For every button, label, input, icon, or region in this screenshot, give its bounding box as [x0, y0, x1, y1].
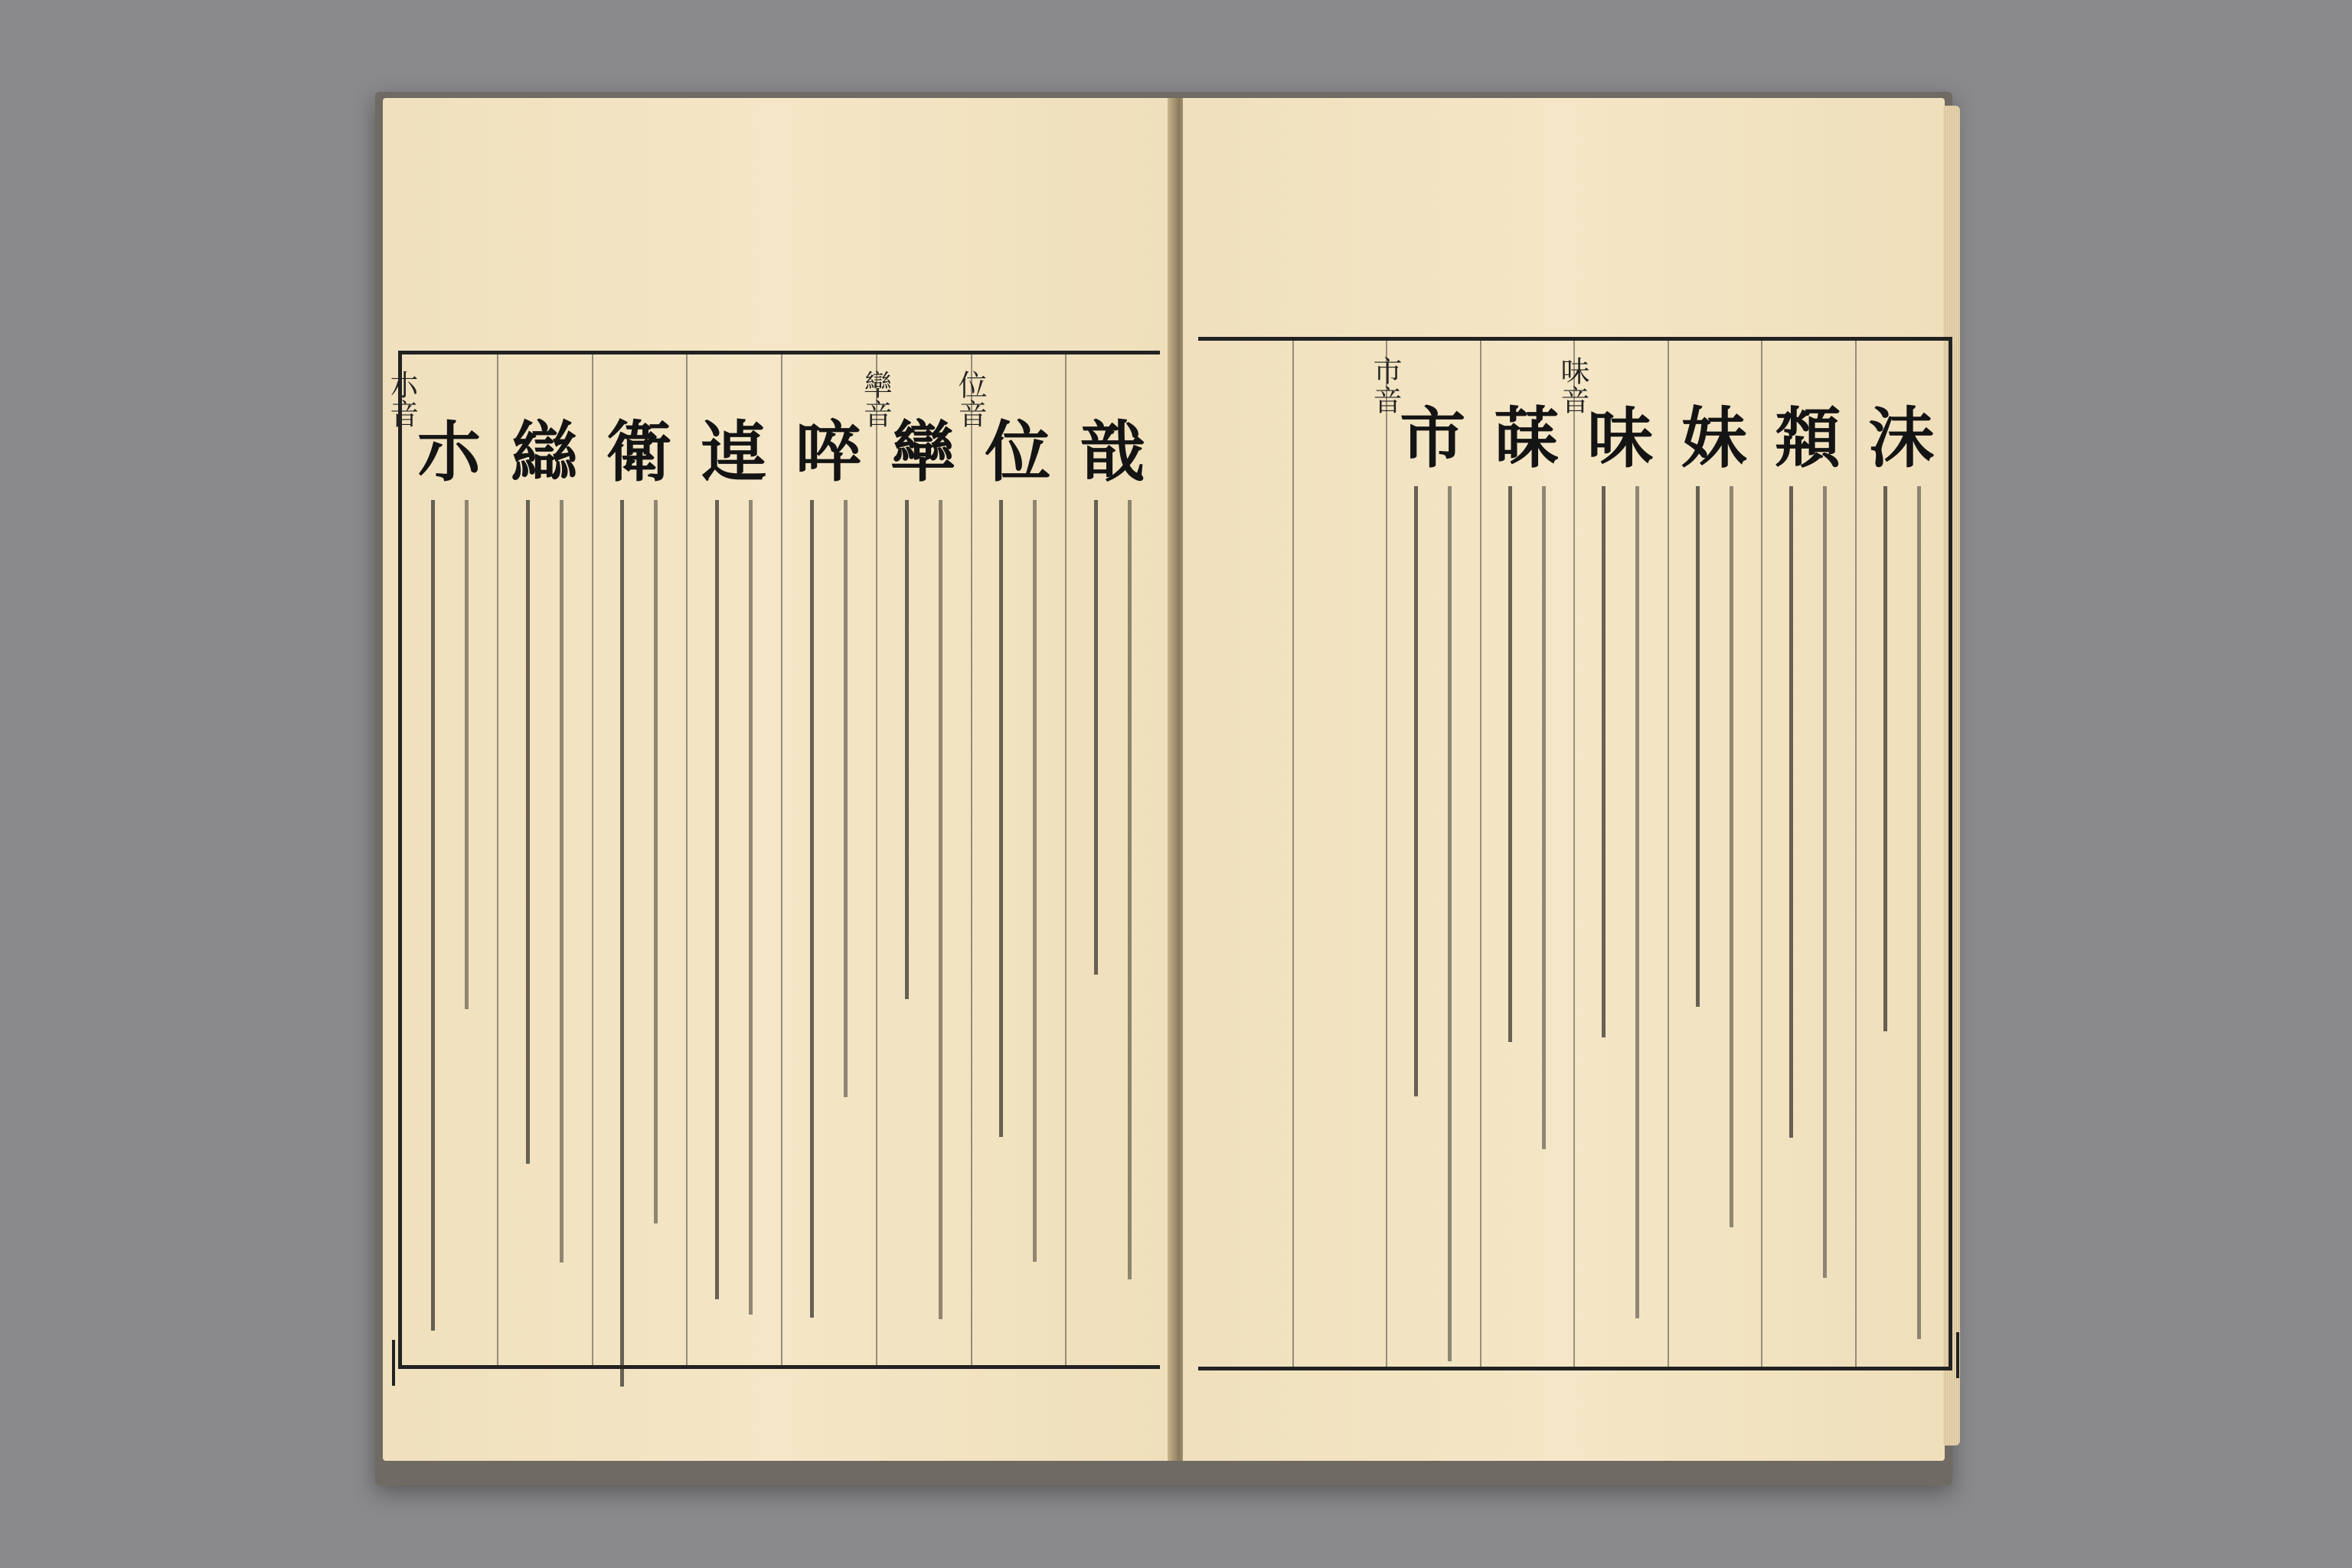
- column-rule: [1573, 341, 1575, 1367]
- left-foot-mark: [392, 1340, 395, 1386]
- column-rule: [1668, 341, 1669, 1367]
- commentary-text-column: [1508, 486, 1512, 1042]
- dictionary-entry: [1676, 341, 1753, 1367]
- headword: 妹: [1681, 400, 1747, 477]
- headword: 啐: [795, 413, 861, 491]
- commentary-text-column: [715, 500, 719, 1299]
- column-rule: [1480, 341, 1481, 1367]
- dictionary-entry: [600, 354, 677, 1365]
- column-rule: [686, 354, 688, 1365]
- headword: 卛: [890, 413, 956, 491]
- dictionary-entry: [384, 354, 488, 1365]
- commentary-text-column: [1128, 500, 1132, 1279]
- pronunciation-label: 朩音: [384, 370, 419, 428]
- headword: 味: [1587, 400, 1654, 477]
- pronunciation-label: 味音: [1556, 356, 1590, 414]
- dictionary-entry: [1488, 341, 1565, 1367]
- headword: 菋: [1493, 400, 1560, 477]
- column-rule: [1761, 341, 1762, 1367]
- headword: 位: [985, 413, 1051, 491]
- commentary-text-column: [431, 500, 435, 1331]
- dictionary-entry: [1556, 341, 1658, 1367]
- commentary-text-column: [1033, 500, 1037, 1262]
- commentary-text-column: [905, 500, 909, 999]
- dictionary-entry: [695, 354, 772, 1365]
- dictionary-entry: [1368, 341, 1471, 1367]
- dictionary-entry: [1074, 354, 1151, 1365]
- dictionary-entry: [1864, 341, 1940, 1367]
- right-foot-mark: [1956, 1332, 1959, 1378]
- column-rule: [781, 354, 782, 1365]
- commentary-text-column: [1448, 486, 1452, 1361]
- pronunciation-label: 位音: [953, 370, 988, 428]
- commentary-text-column: [999, 500, 1003, 1137]
- commentary-text-column: [1730, 486, 1733, 1227]
- commentary-text-column: [939, 500, 942, 1319]
- headword: 市: [1400, 400, 1466, 477]
- column-rule: [1065, 354, 1067, 1365]
- left-text-frame: [384, 351, 1160, 1369]
- commentary-text-column: [1883, 486, 1887, 1031]
- commentary-text-column: [1917, 486, 1921, 1339]
- commentary-text-column: [810, 500, 814, 1318]
- column-rule: [971, 354, 972, 1365]
- column-rule: [497, 354, 498, 1365]
- column-rule: [1292, 341, 1294, 1367]
- commentary-text-column: [1789, 486, 1793, 1138]
- column-rule: [1386, 341, 1387, 1367]
- column-rule: [1855, 341, 1857, 1367]
- headword: 沬: [1868, 400, 1935, 477]
- commentary-text-column: [1602, 486, 1606, 1037]
- commentary-text-column: [1542, 486, 1546, 1149]
- pronunciation-label: 卛音: [858, 370, 893, 428]
- headword: 衛: [606, 413, 672, 491]
- column-rule: [592, 354, 593, 1365]
- commentary-text-column: [1823, 486, 1827, 1278]
- headword: 朩: [416, 413, 482, 491]
- commentary-text-column: [620, 500, 624, 1387]
- commentary-text-column: [654, 500, 658, 1223]
- dictionary-entry: [506, 354, 583, 1365]
- column-rule: [876, 354, 877, 1365]
- headword: 頮: [1775, 400, 1841, 477]
- commentary-text-column: [560, 500, 564, 1263]
- dictionary-entry: [953, 354, 1056, 1365]
- dictionary-entry: [858, 354, 962, 1365]
- dictionary-entry: [1769, 341, 1846, 1367]
- commentary-text-column: [526, 500, 530, 1164]
- commentary-text-column: [1635, 486, 1639, 1318]
- headword: 戠: [1080, 413, 1146, 491]
- pronunciation-label: 市音: [1368, 356, 1403, 414]
- commentary-text-column: [1094, 500, 1098, 975]
- commentary-text-column: [749, 500, 753, 1315]
- commentary-text-column: [1696, 486, 1700, 1007]
- headword: 逴: [701, 413, 767, 491]
- commentary-text-column: [1414, 486, 1418, 1096]
- headword: 䜌: [511, 413, 577, 491]
- dictionary-entry: [790, 354, 867, 1365]
- right-text-frame: [1198, 337, 1952, 1370]
- commentary-text-column: [844, 500, 848, 1097]
- commentary-text-column: [465, 500, 469, 1009]
